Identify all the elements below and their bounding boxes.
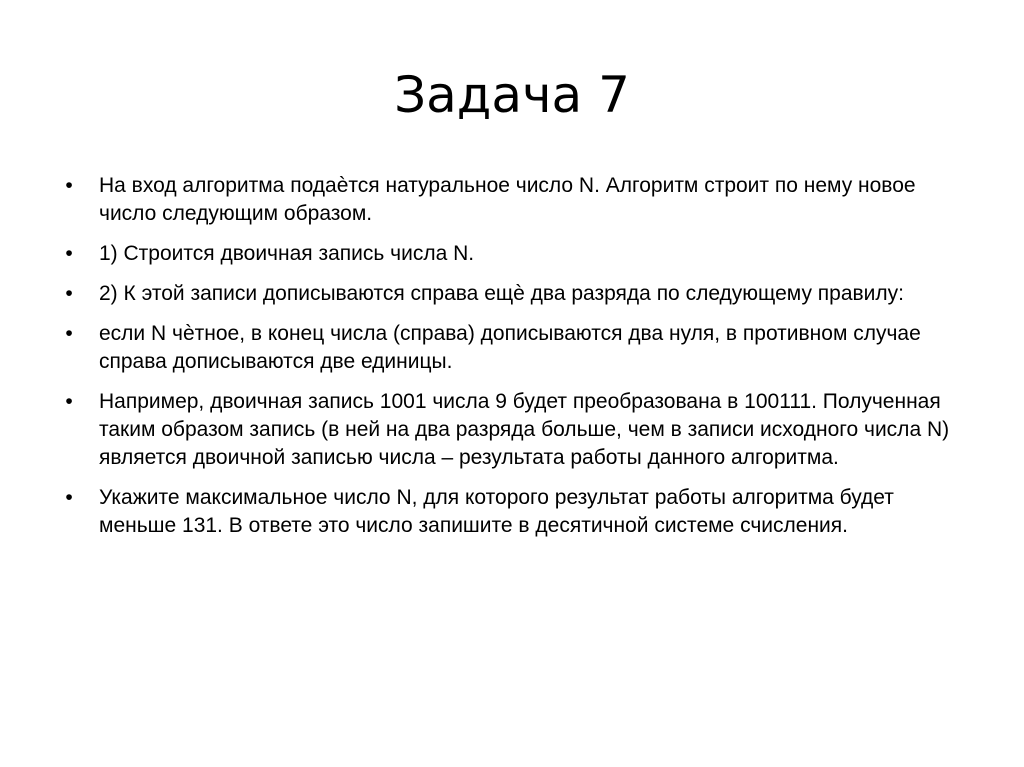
bullet-text: 2) К этой записи дописываются справа ещѐ два разряда по следующему правилу:: [99, 282, 904, 305]
slide-title: Задача 7: [394, 66, 630, 124]
bullet-text: На вход алгоритма подаѐтся натуральное число N. Алгоритм строит по нему новое число следующим образом.: [99, 174, 916, 225]
bullet-text: если N чѐтное, в конец числа (справа) дописываются два нуля, в противном случае справа дописываются две единицы.: [99, 322, 921, 373]
bullet-point-icon: •: [65, 174, 73, 197]
bullet-point-icon: •: [65, 242, 73, 265]
bullet-item: [62, 172, 962, 228]
bullet-point-icon: •: [65, 282, 73, 305]
bullet-point-icon: •: [65, 486, 73, 509]
bullet-item: [62, 320, 962, 376]
bullet-text: Например, двоичная запись 1001 числа 9 будет преобразована в 100111. Полученная таким образом запись (в ней на два разряда больше, чем в записи исходного числа N) является двоичной записью числа – результата работы данного алгоритма.: [99, 390, 950, 469]
bullet-point-icon: •: [65, 322, 73, 345]
bullet-text: Укажите максимальное число N, для которого результат работы алгоритма будет меньше 131. В ответе это число запишите в десятичной системе счисления.: [99, 486, 894, 537]
bullet-text: 1) Строится двоичная запись числа N.: [99, 242, 475, 265]
bullet-item: [62, 240, 962, 268]
bullet-item: [62, 388, 962, 472]
bullet-point-icon: •: [65, 390, 73, 413]
bullet-item: [62, 484, 962, 540]
bullet-list: [62, 172, 962, 552]
bullet-item: [62, 280, 962, 308]
